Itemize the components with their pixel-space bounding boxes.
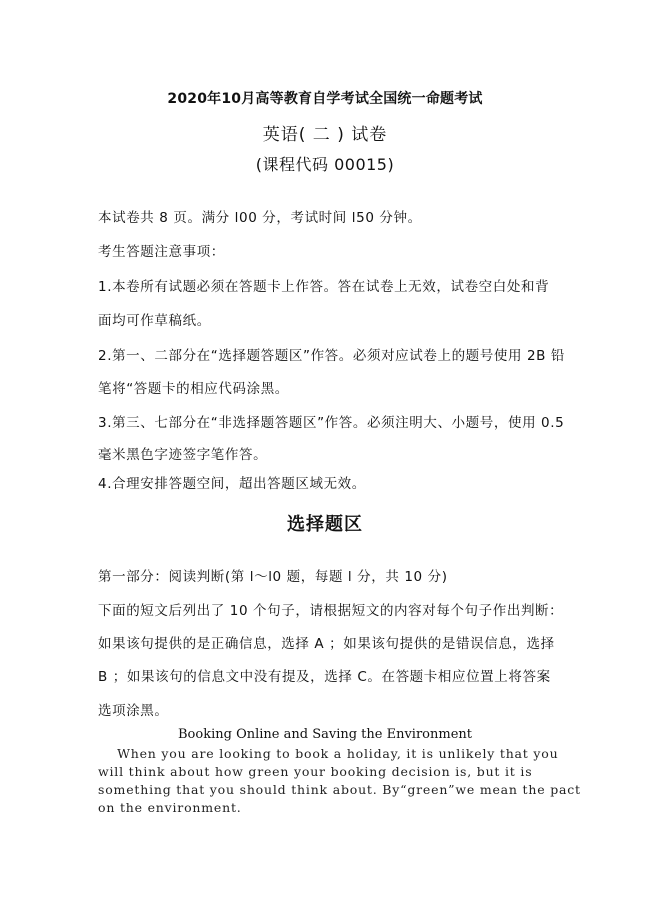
notice-item-1-line-1: 1.本卷所有试题必须在答题卡上作答。答在试卷上无效，试卷空白处和背	[98, 279, 550, 295]
part-one-title: 第一部分：阅读判断(第 l～l0 题，每题 l 分，共 10 分)	[98, 569, 448, 585]
directions-line-4: 选项涂黑。	[98, 703, 169, 719]
course-code: (课程代码 00015)	[255, 155, 395, 174]
passage-line-4: on the environment.	[98, 800, 242, 815]
directions-line-2: 如果该句提供的是正确信息，选择 A ；如果该句提供的是错误信息，选择	[98, 636, 555, 652]
directions-line-3: B ；如果该句的信息文中没有提及，选择 C。在答题卡相应位置上将答案	[98, 669, 551, 685]
notice-item-3-line-2: 毫米黑色字迹签字笔作答。	[98, 447, 268, 463]
notice-item-2-line-1: 2.第一、二部分在“选择题答题区”作答。必须对应试卷上的题号使用 2B 铅	[98, 348, 566, 364]
notice-item-2-line-2: 笔将“答题卡的相应代码涂黑。	[98, 381, 289, 397]
passage-line-3: something that you should think about. By“green”we mean the pact	[98, 782, 581, 797]
section-heading: 选择题区	[287, 514, 363, 535]
notice-item-4: 4.合理安排答题空间，超出答题区域无效。	[98, 476, 366, 492]
directions-line-1: 下面的短文后列出了 10 个句子，请根据短文的内容对每个句子作出判断：	[98, 603, 564, 619]
passage-line-1: When you are looking to book a holiday, it is unlikely that you	[98, 746, 559, 761]
notice-heading: 考生答题注意事项：	[98, 244, 225, 260]
exam-info: 本试卷共 8 页。满分 l00 分，考试时间 l50 分钟。	[98, 210, 422, 226]
notice-item-1-line-2: 面均可作草稿纸。	[98, 313, 211, 329]
subject-title: 英语( 二 ) 试卷	[262, 125, 388, 145]
passage-title: Booking Online and Saving the Environment	[178, 727, 472, 742]
passage-line-2: will think about how green your booking decision is, but it is	[98, 764, 533, 779]
exam-title: 2020年10月高等教育自学考试全国统一命题考试	[167, 91, 483, 107]
notice-item-3-line-1: 3.第三、七部分在“非选择题答题区”作答。必须注明大、小题号，使用 0.5	[98, 415, 565, 431]
